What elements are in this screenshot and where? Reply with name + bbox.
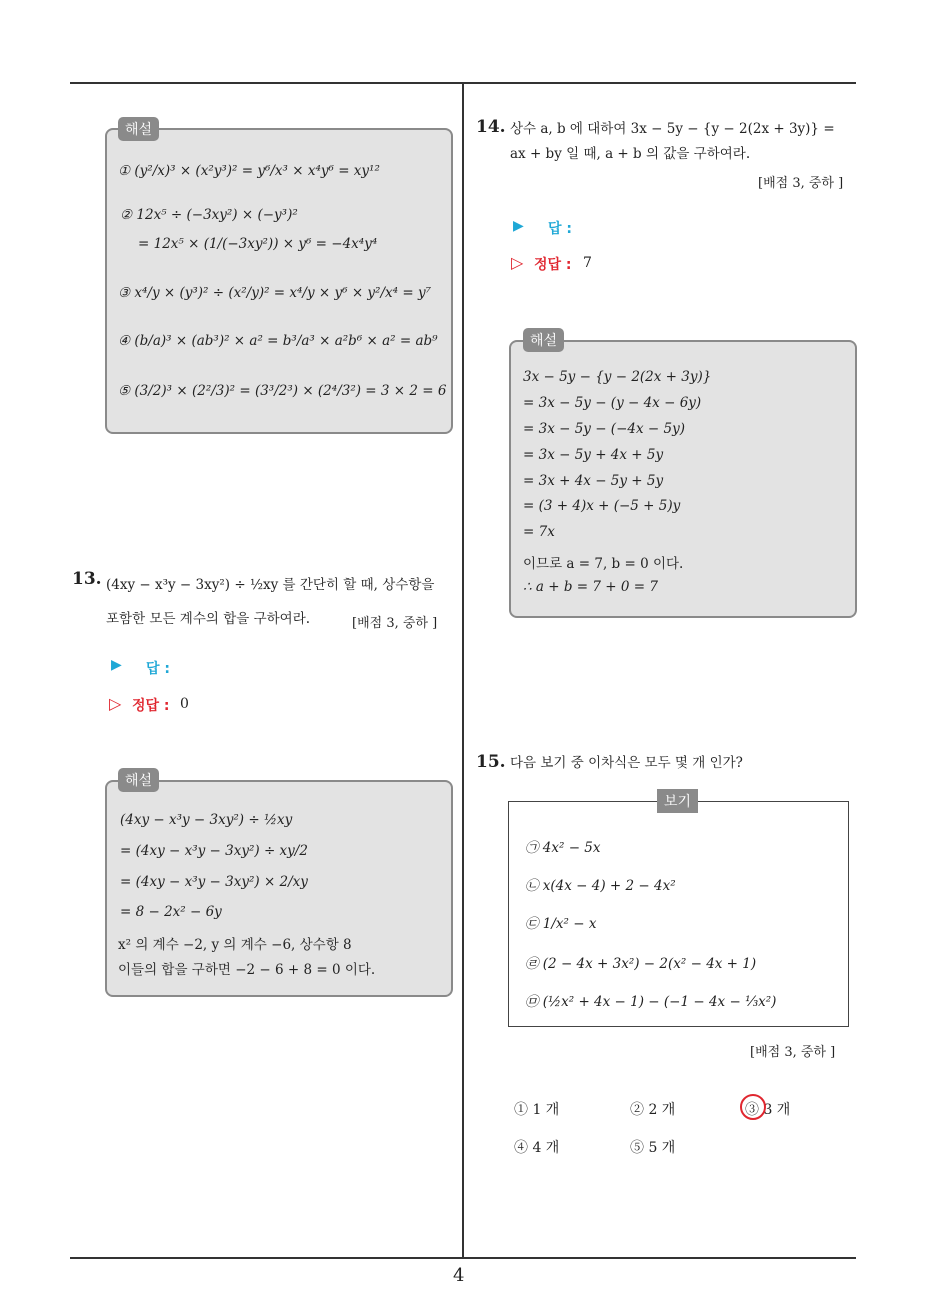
q12-solution-line-2: ② 12x⁵ ÷ (−3xy²) × (−y³)² bbox=[120, 207, 298, 223]
q14-solution-line-4: = 3x − 5y + 4x + 5y bbox=[523, 447, 664, 463]
q14-solution-line-5: = 3x + 4x − 5y + 5y bbox=[523, 473, 664, 489]
q13-answer-label: 답 : bbox=[146, 661, 170, 677]
q15-option-1[interactable]: ① 1 개 bbox=[514, 1102, 560, 1118]
q13-score: [배점 3, 중하 ] bbox=[352, 616, 438, 631]
q15-option-4[interactable]: ④ 4 개 bbox=[514, 1140, 560, 1156]
q13-solution-line-1: (4xy − x³y − 3xy²) ÷ ½xy bbox=[120, 812, 293, 828]
q14-score: [배점 3, 중하 ] bbox=[758, 176, 844, 191]
q13-text-line-2: 포함한 모든 계수의 합을 구하여라. bbox=[106, 611, 311, 627]
q15-bogi-item-1: ㉠ 4x² − 5x bbox=[525, 840, 601, 856]
q13-solution-tag: 해설 bbox=[118, 768, 159, 792]
q13-answer-arrow: ▶ bbox=[111, 657, 122, 673]
q13-correct-value: 0 bbox=[180, 696, 189, 712]
q13-correct-label: 정답 : bbox=[132, 698, 170, 714]
q15-bogi-item-5: ㉤ (½x² + 4x − 1) − (−1 − 4x − ⅓x²) bbox=[525, 994, 777, 1010]
q15-bogi-item-3: ㉢ 1/x² − x bbox=[525, 916, 597, 932]
q12-solution-line-3: = 12x⁵ × (1/(−3xy²)) × y⁶ = −4x⁴y⁴ bbox=[138, 236, 378, 252]
page-number: 4 bbox=[453, 1265, 465, 1286]
q14-solution-line-7: = 7x bbox=[523, 524, 555, 540]
q14-answer-label: 답 : bbox=[548, 221, 572, 237]
q13-solution-line-4: = 8 − 2x² − 6y bbox=[120, 904, 222, 920]
q13-solution-line-2: = (4xy − x³y − 3xy²) ÷ xy/2 bbox=[120, 843, 308, 859]
q15-bogi-tag: 보기 bbox=[657, 789, 698, 813]
q12-solution-line-1: ① (y²/x)³ × (x²y³)² = y⁶/x³ × x⁴y⁶ = xy¹² bbox=[118, 163, 380, 179]
q14-correct-arrow: ▷ bbox=[511, 253, 524, 272]
q14-text-line-1: 상수 a, b 에 대하여 3x − 5y − {y − 2(2x + 3y)} = bbox=[510, 121, 835, 137]
q13-correct-arrow: ▷ bbox=[109, 694, 122, 713]
q13-solution-line-6: 이들의 합을 구하면 −2 − 6 + 8 = 0 이다. bbox=[118, 962, 376, 978]
q15-option-5[interactable]: ⑤ 5 개 bbox=[630, 1140, 676, 1156]
q14-solution-line-2: = 3x − 5y − (y − 4x − 6y) bbox=[523, 395, 702, 411]
q15-text: 다음 보기 중 이차식은 모두 몇 개 인가? bbox=[510, 755, 743, 771]
q15-option-2[interactable]: ② 2 개 bbox=[630, 1102, 676, 1118]
q14-solution-line-1: 3x − 5y − {y − 2(2x + 3y)} bbox=[523, 369, 712, 385]
q13-text-line-1: (4xy − x³y − 3xy²) ÷ ½xy 를 간단히 할 때, 상수항을 bbox=[106, 577, 435, 593]
q12-solution-line-4: ③ x⁴/y × (y³)² ÷ (x²/y)² = x⁴/y × y⁶ × y²/x⁴ = y⁷ bbox=[118, 285, 431, 301]
q12-solution-line-5: ④ (b/a)³ × (ab³)² × a² = b³/a³ × a²b⁶ × a² = ab⁹ bbox=[118, 333, 438, 349]
q14-answer-arrow: ▶ bbox=[513, 218, 524, 234]
q14-solution-tag: 해설 bbox=[523, 328, 564, 352]
q13-solution-line-5: x² 의 계수 −2, y 의 계수 −6, 상수항 8 bbox=[118, 937, 352, 953]
q14-text-line-2: ax + by 일 때, a + b 의 값을 구하여라. bbox=[510, 146, 751, 162]
q14-correct-label: 정답 : bbox=[534, 257, 572, 273]
q15-bogi-item-4: ㉣ (2 − 4x + 3x²) − 2(x² − 4x + 1) bbox=[525, 956, 757, 972]
column-divider bbox=[462, 84, 464, 1258]
q14-number: 14. bbox=[476, 117, 506, 137]
q14-solution-line-3: = 3x − 5y − (−4x − 5y) bbox=[523, 421, 685, 437]
q12-solution-tag: 해설 bbox=[118, 117, 159, 141]
q14-solution-line-9: ∴ a + b = 7 + 0 = 7 bbox=[523, 579, 658, 595]
bottom-rule bbox=[70, 1257, 856, 1259]
q13-solution-line-3: = (4xy − x³y − 3xy²) × 2/xy bbox=[120, 874, 308, 890]
q12-solution-line-6: ⑤ (3/2)³ × (2²/3)² = (3³/2³) × (2⁴/3²) = 3 × 2 = 6 bbox=[118, 383, 447, 399]
q15-option-3[interactable]: ③ 3 개 bbox=[745, 1102, 791, 1118]
q15-score: [배점 3, 중하 ] bbox=[750, 1045, 836, 1060]
q14-solution-line-8: 이므로 a = 7, b = 0 이다. bbox=[523, 556, 684, 572]
q15-selected-mark bbox=[740, 1094, 766, 1120]
q15-bogi-item-2: ㉡ x(4x − 4) + 2 − 4x² bbox=[525, 878, 676, 894]
q15-number: 15. bbox=[476, 752, 506, 772]
q14-solution-line-6: = (3 + 4)x + (−5 + 5)y bbox=[523, 498, 681, 514]
q14-correct-value: 7 bbox=[583, 255, 592, 271]
q13-number: 13. bbox=[72, 569, 102, 589]
